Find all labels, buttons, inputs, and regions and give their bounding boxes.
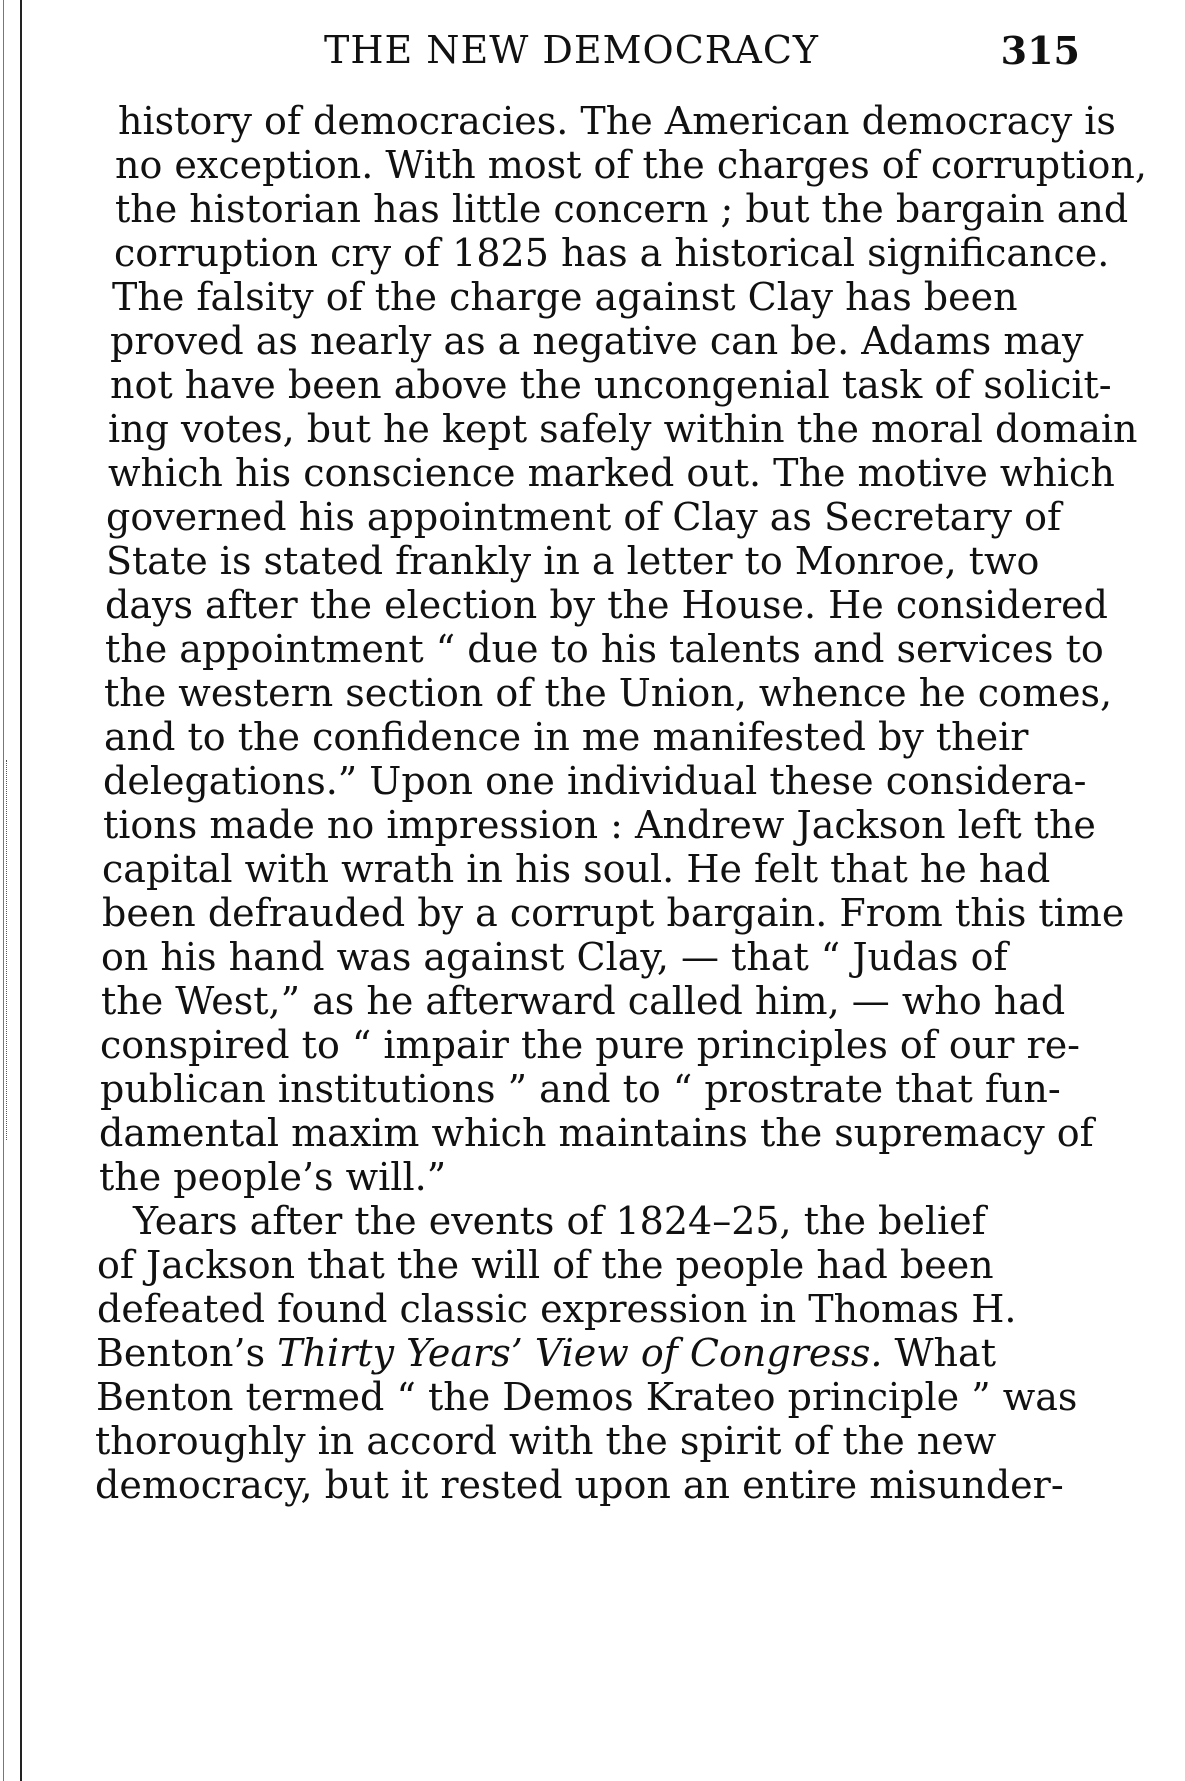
- text-line: and to the confidence in me manifested by their: [104, 715, 1029, 759]
- text-line: Benton termed “ the Demos Krateo principle ” was: [96, 1375, 1078, 1419]
- page-header: [120, 28, 1080, 86]
- text-line: capital with wrath in his soul. He felt that he had: [102, 847, 1051, 891]
- paragraph-first-line: Years after the events of 1824–25, the belief: [133, 1199, 986, 1243]
- book-binding-edge: [0, 0, 26, 1781]
- text-line: been defrauded by a corrupt bargain. From this time: [102, 891, 1125, 935]
- text-line: State is stated frankly in a letter to Monroe, two: [106, 539, 1040, 583]
- running-title: THE NEW DEMOCRACY: [324, 28, 819, 72]
- text-line-with-title: [96, 1330, 996, 1376]
- text-run: Benton’s: [96, 1331, 278, 1375]
- text-line: conspired to “ impair the pure principles of our re-: [100, 1023, 1081, 1067]
- text-line: history of democracies. The American democracy is: [118, 99, 1116, 143]
- text-line: corruption cry of 1825 has a historical significance.: [114, 231, 1110, 275]
- text-line: of Jackson that the will of the people had been: [97, 1243, 994, 1287]
- text-line: thoroughly in accord with the spirit of the new: [95, 1419, 997, 1463]
- text-run: What: [882, 1331, 996, 1375]
- text-line: delegations.” Upon one individual these considera-: [103, 759, 1087, 803]
- text-line: the western section of the Union, whence he comes,: [104, 671, 1113, 715]
- text-line: days after the election by the House. He considered: [105, 583, 1108, 627]
- text-line: democracy, but it rested upon an entire misunder-: [95, 1463, 1064, 1507]
- text-line: on his hand was against Clay, — that “ Judas of: [101, 935, 1008, 979]
- text-line: tions made no impression : Andrew Jackson left the: [103, 803, 1096, 847]
- text-line: the West,” as he afterward called him, — who had: [101, 979, 1066, 1023]
- binding-edge-inner-line: [20, 0, 22, 1781]
- text-line: which his conscience marked out. The motive which: [108, 451, 1115, 495]
- text-line: not have been above the uncongenial task of solicit-: [110, 363, 1112, 407]
- text-line: no exception. With most of the charges of corruption,: [115, 143, 1147, 187]
- text-line: proved as nearly as a negative can be. Adams may: [110, 319, 1084, 363]
- binding-edge-outer-line: [3, 0, 4, 1781]
- binding-edge-specks: [6, 760, 11, 1140]
- text-line: damental maxim which maintains the supremacy of: [99, 1111, 1094, 1155]
- text-line: publican institutions ” and to “ prostrate that fun-: [100, 1067, 1061, 1111]
- text-line: the historian has little concern ; but the bargain and: [115, 187, 1129, 231]
- text-line: the people’s will.”: [99, 1155, 447, 1199]
- text-line: the appointment “ due to his talents and services to: [105, 627, 1104, 671]
- page-number: 315: [1000, 28, 1080, 73]
- book-title: Thirty Years’ View of Congress.: [277, 1331, 883, 1375]
- text-line: governed his appointment of Clay as Secretary of: [106, 495, 1062, 539]
- text-line: ing votes, but he kept safely within the moral domain: [108, 407, 1138, 451]
- text-line: defeated found classic expression in Thomas H.: [97, 1287, 1017, 1331]
- text-line: The falsity of the charge against Clay has been: [112, 275, 1018, 319]
